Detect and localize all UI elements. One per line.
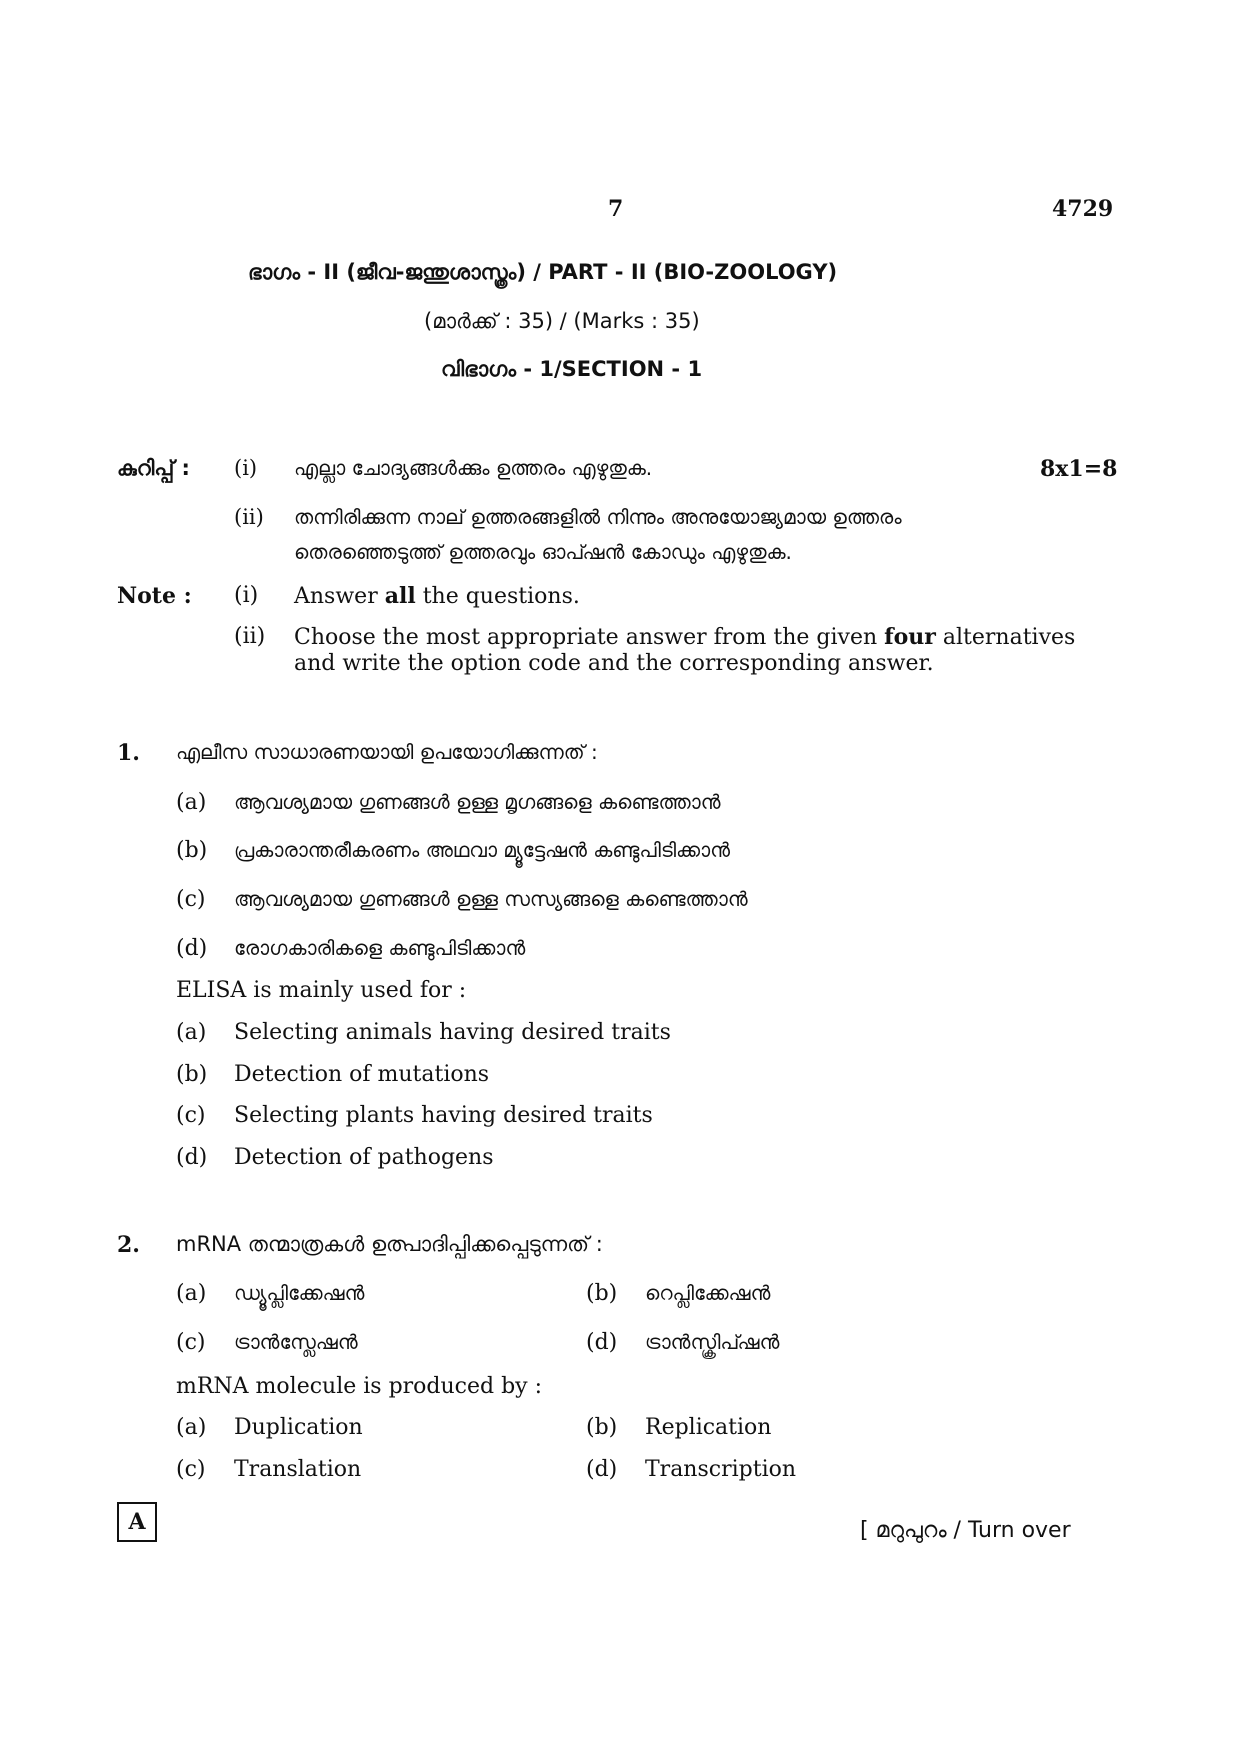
turn-over-label: [ മറുപുറം / Turn over bbox=[860, 1518, 1071, 1543]
mal-instruction-ii-number: (ii) bbox=[234, 505, 264, 529]
version-mark: A bbox=[128, 1509, 146, 1535]
q2-en-option-c-key: (c) bbox=[176, 1457, 206, 1482]
q1-mal-option-b: പ്രകാരാന്തരീകരണം അഥവാ മ്യൂട്ടേഷൻ കണ്ടുപിടിക്കാൻ bbox=[234, 838, 731, 862]
q1-en-option-b-key: (b) bbox=[176, 1062, 208, 1087]
q2-en-option-a: Duplication bbox=[234, 1415, 363, 1440]
marks-line: (മാർക്ക് : 35) / (Marks : 35) bbox=[424, 309, 700, 333]
q2-mal-option-d: ട്രാൻസ്ക്രിപ്ഷൻ bbox=[645, 1330, 780, 1354]
q1-en-option-a-key: (a) bbox=[176, 1020, 207, 1045]
q1-en-option-b: Detection of mutations bbox=[234, 1062, 490, 1087]
q1-mal-option-c-key: (c) bbox=[176, 887, 206, 912]
q2-en-option-b-key: (b) bbox=[586, 1415, 618, 1440]
q2-mal-option-c-key: (c) bbox=[176, 1330, 206, 1355]
q2-mal-option-b: റെപ്ലിക്കേഷൻ bbox=[645, 1281, 771, 1305]
version-mark-box bbox=[117, 1502, 157, 1542]
marks-formula: 8x1=8 bbox=[1040, 456, 1118, 482]
question-2-stem-en: mRNA molecule is produced by : bbox=[176, 1374, 543, 1399]
q2-mal-option-c: ട്രാൻസ്ലേഷൻ bbox=[234, 1330, 358, 1354]
q1-mal-option-d-key: (d) bbox=[176, 936, 208, 961]
part-title: ഭാഗം - II (ജീവ-ജന്തുശാസ്ത്രം) / PART - II (BIO-ZOOLOGY) bbox=[248, 260, 838, 284]
en-instruction-i-number: (i) bbox=[234, 583, 259, 608]
q2-mal-option-a: ഡ്യൂപ്ലിക്കേഷൻ bbox=[234, 1281, 365, 1305]
q1-mal-option-b-key: (b) bbox=[176, 838, 208, 863]
mal-note-label: കുറിപ്പ് : bbox=[117, 456, 190, 480]
q1-en-option-c-key: (c) bbox=[176, 1103, 206, 1128]
q2-en-option-d-key: (d) bbox=[586, 1457, 618, 1482]
paper-code: 4729 bbox=[1052, 196, 1114, 222]
question-1-number: 1. bbox=[117, 740, 140, 766]
mal-instruction-i: എല്ലാ ചോദ്യങ്ങൾക്കും ഉത്തരം എഴുതുക. bbox=[294, 456, 653, 480]
q2-en-option-c: Translation bbox=[234, 1457, 362, 1482]
question-2-number: 2. bbox=[117, 1232, 140, 1258]
section-heading: വിഭാഗം - 1/SECTION - 1 bbox=[441, 357, 703, 381]
q1-en-option-a: Selecting animals having desired traits bbox=[234, 1020, 671, 1045]
q2-en-option-b: Replication bbox=[645, 1415, 772, 1440]
q1-mal-option-a-key: (a) bbox=[176, 790, 207, 815]
q1-mal-option-c: ആവശ്യമായ ഗുണങ്ങൾ ഉള്ള സസ്യങ്ങളെ കണ്ടെത്താൻ bbox=[234, 887, 748, 911]
q1-en-option-d: Detection of pathogens bbox=[234, 1145, 494, 1170]
q1-en-option-d-key: (d) bbox=[176, 1145, 208, 1170]
q2-mal-option-b-key: (b) bbox=[586, 1281, 618, 1306]
question-1-stem-mal: എലീസ സാധാരണയായി ഉപയോഗിക്കുന്നത് : bbox=[176, 740, 598, 764]
q1-en-option-c: Selecting plants having desired traits bbox=[234, 1103, 653, 1128]
q1-mal-option-d: രോഗകാരികളെ കണ്ടുപിടിക്കാൻ bbox=[234, 936, 526, 960]
question-2-stem-mal: mRNA തന്മാത്രകൾ ഉത്പാദിപ്പിക്കപ്പെടുന്നത് : bbox=[176, 1232, 603, 1256]
question-1-stem-en: ELISA is mainly used for : bbox=[176, 978, 467, 1003]
page-number: 7 bbox=[608, 196, 624, 222]
mal-instruction-ii-line1: തന്നിരിക്കുന്ന നാല് ഉത്തരങ്ങളിൽ നിന്നും അനുയോജ്യമായ ഉത്തരം bbox=[294, 505, 902, 529]
en-instruction-ii-line2: and write the option code and the corresponding answer. bbox=[294, 651, 934, 676]
q1-mal-option-a: ആവശ്യമായ ഗുണങ്ങൾ ഉള്ള മൃഗങ്ങളെ കണ്ടെത്താൻ bbox=[234, 790, 721, 814]
note-label: Note : bbox=[117, 583, 192, 609]
mal-instruction-ii-line2: തെരഞ്ഞെടുത്ത് ഉത്തരവും ഓപ്ഷൻ കോഡും എഴുതുക. bbox=[294, 540, 792, 564]
mal-instruction-i-number: (i) bbox=[234, 456, 258, 480]
q2-mal-option-a-key: (a) bbox=[176, 1281, 207, 1306]
q2-en-option-a-key: (a) bbox=[176, 1415, 207, 1440]
q2-en-option-d: Transcription bbox=[645, 1457, 797, 1482]
en-instruction-ii-number: (ii) bbox=[234, 624, 266, 649]
en-instruction-ii-line1: Choose the most appropriate answer from the given four alternatives bbox=[294, 624, 1076, 650]
en-instruction-i: Answer all the questions. bbox=[294, 583, 580, 609]
q2-mal-option-d-key: (d) bbox=[586, 1330, 618, 1355]
